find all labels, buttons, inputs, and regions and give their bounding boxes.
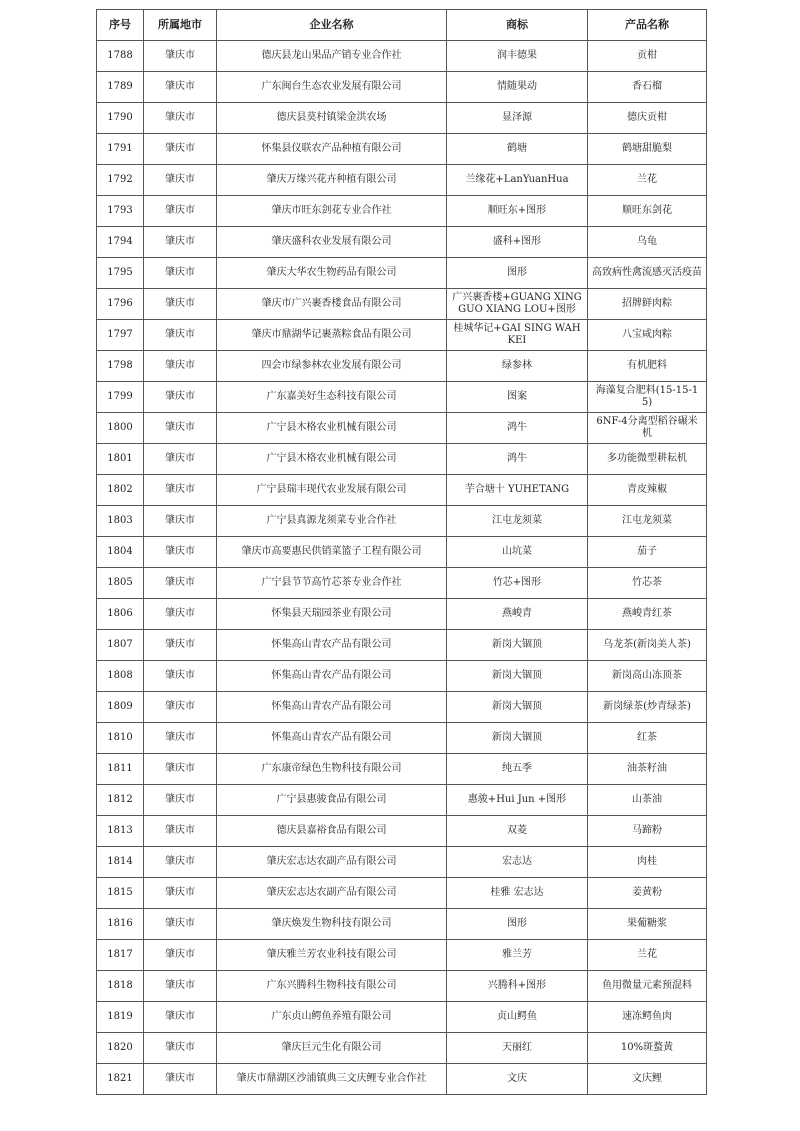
cell-trademark: 润丰德果 <box>447 41 588 72</box>
cell-company: 广东康帝绿色生物科技有限公司 <box>217 754 447 785</box>
cell-company: 肇庆大华农生物药品有限公司 <box>217 258 447 289</box>
cell-product: 新岗高山冻顶茶 <box>588 661 707 692</box>
cell-trademark: 竹芯+图形 <box>447 568 588 599</box>
cell-serial: 1803 <box>97 506 144 537</box>
table-row <box>97 971 707 1002</box>
cell-company: 广宁县木格农业机械有限公司 <box>217 444 447 475</box>
cell-serial: 1820 <box>97 1033 144 1064</box>
cell-city: 肇庆市 <box>144 382 217 413</box>
cell-serial: 1788 <box>97 41 144 72</box>
cell-serial: 1801 <box>97 444 144 475</box>
cell-serial: 1815 <box>97 878 144 909</box>
cell-serial: 1809 <box>97 692 144 723</box>
cell-city: 肇庆市 <box>144 971 217 1002</box>
cell-city: 肇庆市 <box>144 196 217 227</box>
cell-serial: 1789 <box>97 72 144 103</box>
header-company: 企业名称 <box>217 10 447 41</box>
cell-company: 肇庆市旺东剑花专业合作社 <box>217 196 447 227</box>
cell-product: 招牌鲜肉粽 <box>588 289 707 320</box>
cell-serial: 1798 <box>97 351 144 382</box>
cell-city: 肇庆市 <box>144 351 217 382</box>
cell-trademark: 图案 <box>447 382 588 413</box>
cell-city: 肇庆市 <box>144 909 217 940</box>
table-row <box>97 940 707 971</box>
table-row <box>97 847 707 878</box>
table-row <box>97 289 707 320</box>
table-header-row <box>97 10 707 41</box>
cell-company: 广东兴腾科生物科技有限公司 <box>217 971 447 1002</box>
cell-serial: 1792 <box>97 165 144 196</box>
cell-city: 肇庆市 <box>144 878 217 909</box>
cell-product: 文庆鲤 <box>588 1064 707 1095</box>
cell-serial: 1812 <box>97 785 144 816</box>
table-row <box>97 692 707 723</box>
cell-trademark: 顺旺东+图形 <box>447 196 588 227</box>
cell-company: 肇庆万缘兴花卉种植有限公司 <box>217 165 447 196</box>
cell-product: 青皮辣椒 <box>588 475 707 506</box>
cell-city: 肇庆市 <box>144 413 217 444</box>
cell-trademark: 文庆 <box>447 1064 588 1095</box>
cell-company: 广宁县真源龙须菜专业合作社 <box>217 506 447 537</box>
cell-trademark: 贞山鳄鱼 <box>447 1002 588 1033</box>
cell-product: 红茶 <box>588 723 707 754</box>
cell-company: 德庆县莫村镇梁金洪农场 <box>217 103 447 134</box>
cell-trademark: 新岗大锢顶 <box>447 630 588 661</box>
cell-product: 顺旺东剑花 <box>588 196 707 227</box>
cell-company: 怀集高山青农产品有限公司 <box>217 723 447 754</box>
table-row <box>97 1033 707 1064</box>
table-row <box>97 475 707 506</box>
cell-serial: 1821 <box>97 1064 144 1095</box>
table-row <box>97 785 707 816</box>
cell-product: 香石榴 <box>588 72 707 103</box>
cell-product: 山茶油 <box>588 785 707 816</box>
cell-trademark: 新岗大锢顶 <box>447 692 588 723</box>
cell-city: 肇庆市 <box>144 1033 217 1064</box>
cell-company: 广东闽台生态农业发展有限公司 <box>217 72 447 103</box>
cell-city: 肇庆市 <box>144 444 217 475</box>
cell-trademark: 图形 <box>447 909 588 940</box>
cell-city: 肇庆市 <box>144 785 217 816</box>
cell-serial: 1819 <box>97 1002 144 1033</box>
cell-serial: 1794 <box>97 227 144 258</box>
cell-serial: 1804 <box>97 537 144 568</box>
header-product: 产品名称 <box>588 10 707 41</box>
cell-city: 肇庆市 <box>144 134 217 165</box>
cell-product: 茄子 <box>588 537 707 568</box>
cell-product: 德庆贡柑 <box>588 103 707 134</box>
cell-serial: 1817 <box>97 940 144 971</box>
cell-serial: 1805 <box>97 568 144 599</box>
cell-company: 肇庆市鼎湖区沙浦镇典三文庆鲤专业合作社 <box>217 1064 447 1095</box>
table-row <box>97 816 707 847</box>
header-trademark: 商标 <box>447 10 588 41</box>
table-row <box>97 72 707 103</box>
cell-serial: 1806 <box>97 599 144 630</box>
cell-trademark: 天丽红 <box>447 1033 588 1064</box>
cell-city: 肇庆市 <box>144 165 217 196</box>
cell-serial: 1800 <box>97 413 144 444</box>
cell-product: 油茶籽油 <box>588 754 707 785</box>
table-row <box>97 723 707 754</box>
table-body <box>97 41 707 1095</box>
cell-trademark: 情随果动 <box>447 72 588 103</box>
cell-serial: 1799 <box>97 382 144 413</box>
cell-city: 肇庆市 <box>144 258 217 289</box>
cell-city: 肇庆市 <box>144 1064 217 1095</box>
table-row <box>97 909 707 940</box>
cell-company: 广宁县木格农业机械有限公司 <box>217 413 447 444</box>
cell-trademark: 兴腾科+图形 <box>447 971 588 1002</box>
cell-trademark: 燕峻青 <box>447 599 588 630</box>
cell-product: 江屯龙须菜 <box>588 506 707 537</box>
table-row <box>97 258 707 289</box>
cell-city: 肇庆市 <box>144 630 217 661</box>
cell-trademark: 鸿牛 <box>447 413 588 444</box>
cell-trademark: 纯五季 <box>447 754 588 785</box>
table-row <box>97 227 707 258</box>
table-row <box>97 41 707 72</box>
cell-product: 兰花 <box>588 940 707 971</box>
cell-serial: 1796 <box>97 289 144 320</box>
table-row <box>97 165 707 196</box>
cell-company: 肇庆市鼎湖华记裹蒸粽食品有限公司 <box>217 320 447 351</box>
cell-serial: 1793 <box>97 196 144 227</box>
cell-city: 肇庆市 <box>144 723 217 754</box>
cell-company: 怀集高山青农产品有限公司 <box>217 692 447 723</box>
cell-trademark: 宏志达 <box>447 847 588 878</box>
table-row <box>97 630 707 661</box>
cell-trademark: 芋合塘十 YUHETANG <box>447 475 588 506</box>
cell-product: 鹤塘甜脆梨 <box>588 134 707 165</box>
cell-serial: 1818 <box>97 971 144 1002</box>
cell-company: 德庆县龙山果品产销专业合作社 <box>217 41 447 72</box>
cell-company: 广东贞山鳄鱼养殖有限公司 <box>217 1002 447 1033</box>
cell-city: 肇庆市 <box>144 692 217 723</box>
table-row <box>97 134 707 165</box>
cell-city: 肇庆市 <box>144 289 217 320</box>
cell-company: 怀集县仪联农产品种植有限公司 <box>217 134 447 165</box>
table-row <box>97 568 707 599</box>
cell-serial: 1813 <box>97 816 144 847</box>
cell-city: 肇庆市 <box>144 1002 217 1033</box>
cell-city: 肇庆市 <box>144 72 217 103</box>
cell-product: 姜黄粉 <box>588 878 707 909</box>
cell-trademark: 鹤塘 <box>447 134 588 165</box>
table-row <box>97 661 707 692</box>
table-row <box>97 878 707 909</box>
cell-serial: 1810 <box>97 723 144 754</box>
cell-company: 德庆县嘉裕食品有限公司 <box>217 816 447 847</box>
cell-company: 广宁县节节高竹芯茶专业合作社 <box>217 568 447 599</box>
cell-city: 肇庆市 <box>144 41 217 72</box>
table-row <box>97 754 707 785</box>
cell-serial: 1795 <box>97 258 144 289</box>
cell-trademark: 广兴裹香楼+GUANG XING GUO XIANG LOU+图形 <box>447 289 588 320</box>
cell-city: 肇庆市 <box>144 103 217 134</box>
cell-product: 6NF-4分离型稻谷碾米机 <box>588 413 707 444</box>
cell-trademark: 显泽源 <box>447 103 588 134</box>
cell-product: 鱼用微量元素预混料 <box>588 971 707 1002</box>
cell-company: 广宁县惠骏食品有限公司 <box>217 785 447 816</box>
cell-city: 肇庆市 <box>144 227 217 258</box>
cell-city: 肇庆市 <box>144 940 217 971</box>
cell-product: 果葡糖浆 <box>588 909 707 940</box>
cell-trademark: 图形 <box>447 258 588 289</box>
cell-product: 兰花 <box>588 165 707 196</box>
cell-serial: 1791 <box>97 134 144 165</box>
cell-trademark: 江屯龙须菜 <box>447 506 588 537</box>
cell-product: 八宝咸肉粽 <box>588 320 707 351</box>
product-table-sheet <box>96 9 706 1095</box>
table-row <box>97 320 707 351</box>
cell-product: 乌龙茶(新岗美人茶) <box>588 630 707 661</box>
cell-product: 竹芯茶 <box>588 568 707 599</box>
cell-city: 肇庆市 <box>144 661 217 692</box>
cell-trademark: 绿参林 <box>447 351 588 382</box>
table-row <box>97 599 707 630</box>
cell-product: 乌龟 <box>588 227 707 258</box>
cell-company: 肇庆焕发生物科技有限公司 <box>217 909 447 940</box>
cell-product: 多功能微型耕耘机 <box>588 444 707 475</box>
cell-product: 高致病性禽流感灭活疫苗 <box>588 258 707 289</box>
cell-trademark: 雅兰芳 <box>447 940 588 971</box>
table-row <box>97 382 707 413</box>
table-row <box>97 196 707 227</box>
cell-product: 有机肥料 <box>588 351 707 382</box>
cell-trademark: 山坑菜 <box>447 537 588 568</box>
cell-company: 怀集高山青农产品有限公司 <box>217 661 447 692</box>
header-city: 所属地市 <box>144 10 217 41</box>
table-row <box>97 413 707 444</box>
cell-company: 肇庆盛科农业发展有限公司 <box>217 227 447 258</box>
cell-trademark: 新岗大锢顶 <box>447 723 588 754</box>
cell-city: 肇庆市 <box>144 506 217 537</box>
cell-serial: 1797 <box>97 320 144 351</box>
cell-product: 海藻复合肥料(15-15-15) <box>588 382 707 413</box>
cell-serial: 1816 <box>97 909 144 940</box>
cell-serial: 1808 <box>97 661 144 692</box>
cell-trademark: 桂城华记+GAI SING WAH KEI <box>447 320 588 351</box>
cell-company: 怀集县天瑞园茶业有限公司 <box>217 599 447 630</box>
cell-product: 新岗绿茶(炒青绿茶) <box>588 692 707 723</box>
table-row <box>97 103 707 134</box>
cell-city: 肇庆市 <box>144 816 217 847</box>
cell-city: 肇庆市 <box>144 599 217 630</box>
table-row <box>97 1064 707 1095</box>
cell-serial: 1811 <box>97 754 144 785</box>
cell-company: 肇庆宏志达农副产品有限公司 <box>217 847 447 878</box>
table-row <box>97 444 707 475</box>
cell-trademark: 兰缘花+LanYuanHua <box>447 165 588 196</box>
cell-company: 肇庆市广兴裹香楼食品有限公司 <box>217 289 447 320</box>
cell-product: 马蹄粉 <box>588 816 707 847</box>
cell-company: 怀集高山青农产品有限公司 <box>217 630 447 661</box>
table-row <box>97 537 707 568</box>
cell-serial: 1802 <box>97 475 144 506</box>
cell-city: 肇庆市 <box>144 537 217 568</box>
cell-product: 速冻鳄鱼肉 <box>588 1002 707 1033</box>
cell-trademark: 盛科+图形 <box>447 227 588 258</box>
cell-company: 肇庆宏志达农副产品有限公司 <box>217 878 447 909</box>
cell-city: 肇庆市 <box>144 568 217 599</box>
table-row <box>97 506 707 537</box>
product-table <box>96 9 707 1095</box>
cell-serial: 1807 <box>97 630 144 661</box>
cell-company: 四会市绿参林农业发展有限公司 <box>217 351 447 382</box>
cell-trademark: 桂雅 宏志达 <box>447 878 588 909</box>
table-row <box>97 1002 707 1033</box>
cell-city: 肇庆市 <box>144 847 217 878</box>
cell-product: 10%斑蝥黄 <box>588 1033 707 1064</box>
cell-trademark: 新岗大锢顶 <box>447 661 588 692</box>
cell-trademark: 惠骏+Hui Jun +图形 <box>447 785 588 816</box>
cell-serial: 1814 <box>97 847 144 878</box>
cell-city: 肇庆市 <box>144 320 217 351</box>
cell-company: 肇庆雅兰芳农业科技有限公司 <box>217 940 447 971</box>
table-row <box>97 351 707 382</box>
header-serial: 序号 <box>97 10 144 41</box>
cell-company: 广宁县瑞丰现代农业发展有限公司 <box>217 475 447 506</box>
cell-company: 肇庆巨元生化有限公司 <box>217 1033 447 1064</box>
cell-company: 肇庆市高要惠民供销菜篮子工程有限公司 <box>217 537 447 568</box>
cell-product: 燕峻青红茶 <box>588 599 707 630</box>
cell-serial: 1790 <box>97 103 144 134</box>
cell-city: 肇庆市 <box>144 475 217 506</box>
cell-company: 广东嘉美好生态科技有限公司 <box>217 382 447 413</box>
cell-product: 贡柑 <box>588 41 707 72</box>
cell-product: 肉桂 <box>588 847 707 878</box>
cell-city: 肇庆市 <box>144 754 217 785</box>
cell-trademark: 双菱 <box>447 816 588 847</box>
cell-trademark: 鸿牛 <box>447 444 588 475</box>
